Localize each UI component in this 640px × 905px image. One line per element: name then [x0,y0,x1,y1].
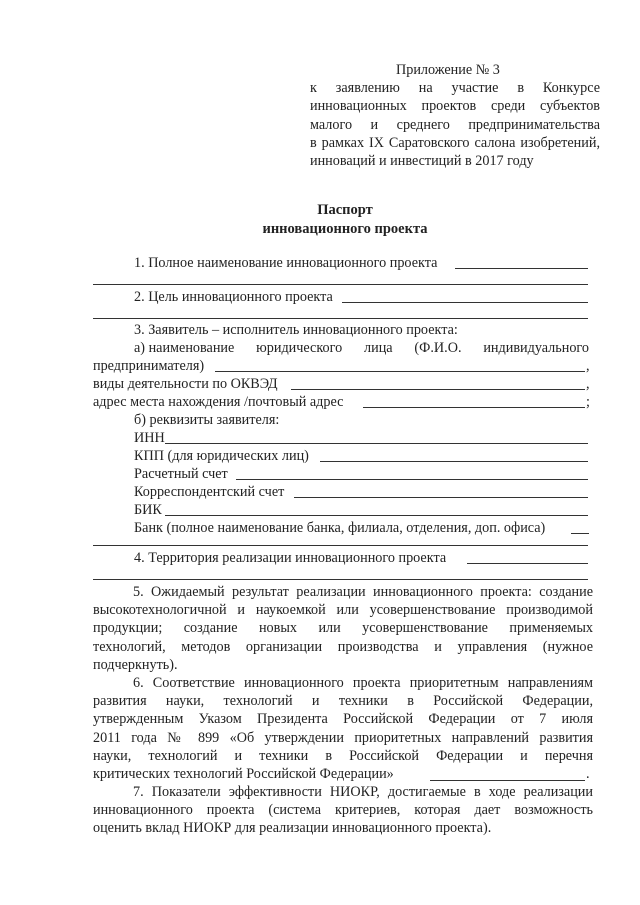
a-word: (Ф.И.О. [414,340,462,356]
section3-a-line [134,339,589,357]
appendix-line: к заявлению на участие в Конкурсе [310,80,600,97]
a-word: индивидуального [483,340,589,356]
text-line: технологий, методов организации производства и управления (нужное [93,638,593,655]
address-label: адрес места нахождения /почтовый адрес [93,394,344,410]
section4-fill-line-2[interactable] [93,579,588,580]
comma: , [586,376,590,392]
appendix-line: в рамках IX Саратовского салона изобретений, [310,134,600,151]
section1-label: 1. Полное наименование инновационного проекта [134,255,438,271]
text-line: науки, технологий и техники в Российской Федерации и перечня [93,747,593,764]
text-line: 7. Показатели эффективности НИОКР, достигаемые в ходе реализации [133,784,593,800]
text-line: 6. Соответствие инновационного проекта приоритетным направлениям [133,675,593,691]
appendix-header [310,61,600,170]
text-line: 5. Ожидаемый результат реализации инновационного проекта: создание [133,584,593,600]
okved-field[interactable] [291,389,585,390]
a-word: а) наименование [134,340,235,356]
appendix-line: инновационных проектов среди субъектов [310,98,600,115]
document-subtitle: инновационного проекта [262,221,428,237]
appendix-number: Приложение № 3 [396,62,500,78]
document-title: Паспорт [317,202,373,218]
text-line: 2011 года № 899 «Об утверждении приоритетных направлений развития [93,729,593,746]
semicolon: ; [586,394,590,410]
section5-text [93,583,593,674]
text-line: высокотехнологичной и наукоемкой или усовершенствование производимой [93,602,593,619]
entrepreneur-name-field[interactable] [215,371,585,372]
bank-field[interactable] [571,533,589,534]
section3-label: 3. Заявитель – исполнитель инновационного проекта: [134,322,458,338]
period: . [586,766,590,782]
text-line: продукции; создание новых или усовершенствование применяемых [93,620,593,637]
section4-fill-line[interactable] [467,563,588,564]
kpp-field[interactable] [320,461,588,462]
section6-text [93,674,593,783]
section3-a-line-2: предпринимателя) [93,358,205,374]
text-line: развития науки, технологий и техники в Российской Федерации, [93,693,593,710]
section2-label: 2. Цель инновационного проекта [134,289,333,305]
corr-account-label: Корреспондентский счет [134,484,285,500]
comma: , [586,358,590,374]
account-field[interactable] [236,479,588,480]
section1-fill-line-2[interactable] [93,284,588,285]
section7-text [93,783,593,838]
a-word: юридического [256,340,343,356]
account-label: Расчетный счет [134,466,228,482]
text-line: оценить вклад НИОКР для реализации инновационного проекта). [93,820,492,837]
corr-account-field[interactable] [294,497,588,498]
inn-label: ИНН [134,430,165,446]
bank-field-2[interactable] [93,545,588,546]
inn-field[interactable] [165,443,588,444]
section1-fill-line[interactable] [455,268,588,269]
section4-label: 4. Территория реализации инновационного проекта [134,550,447,566]
text-line: подчеркнуть). [93,656,178,673]
section2-fill-line-2[interactable] [93,318,588,319]
text-line: инновационного проекта (система критериев, которая дает возможность [93,802,593,819]
appendix-line: малого и среднего предпринимательства [310,116,600,133]
appendix-line: инноваций и инвестиций в 2017 году [310,153,534,170]
bik-label: БИК [134,502,162,518]
section6-fill-line[interactable] [430,780,585,781]
address-field[interactable] [363,407,585,408]
bik-field[interactable] [165,515,588,516]
a-word: лица [364,340,393,356]
text-line: критических технологий Российской Федерации» [93,766,394,783]
text-line: утвержденным Указом Президента Российской Федерации от 7 июля [93,711,593,728]
kpp-label: КПП (для юридических лиц) [134,448,309,464]
bank-label: Банк (полное наименование банка, филиала, отделения, доп. офиса) [134,520,546,536]
okved-label: виды деятельности по ОКВЭД [93,376,278,392]
section2-fill-line[interactable] [342,302,588,303]
requisites-label: б) реквизиты заявителя: [134,412,280,428]
